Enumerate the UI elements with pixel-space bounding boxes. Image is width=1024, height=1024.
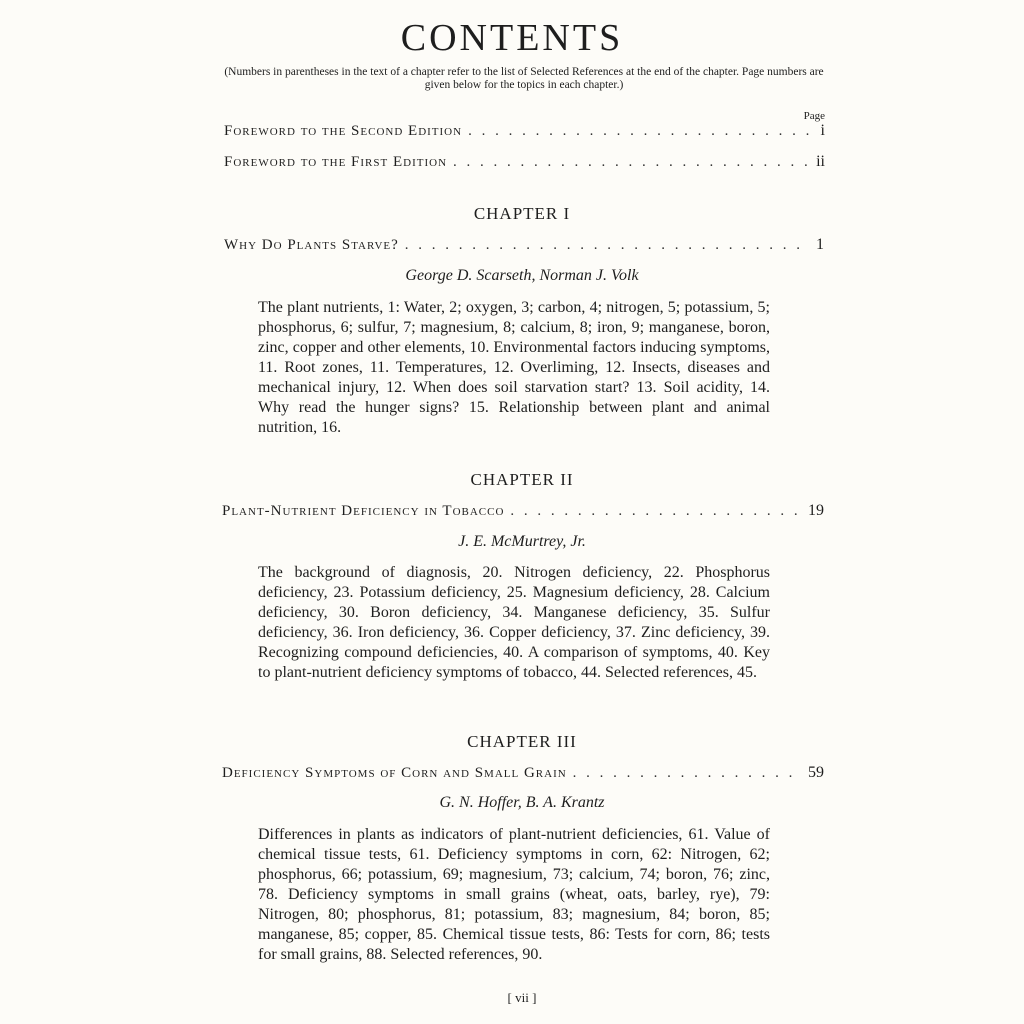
chapter-3-summary: Differences in plants as indicators of plant-nutrient deficiencies, 61. Value of chemical tissue tests, 61. Deficiency symptoms in corn, 62: Nitrogen, 62; phosphorus, 66; potassium, 69; magnesium, 73; calcium, 74; boron, 76; zinc, 78. Deficiency symptoms in small grains (wheat, oats, barley, rye), 79: Nitrogen, 80; phosphorus, 81; potassium, 83; magnesium, 84; boron, 85; manganese, 85; copper, 85. Chemical tissue tests, 86: Tests for corn, 86; tests for small grains, 88. Selected references, 90. [258,826,770,963]
dot-leader [468,123,814,140]
chapter-1-heading: CHAPTER I [473,204,571,223]
chapter-1-authors: George D. Scarseth, Norman J. Volk [405,267,639,284]
foreword-second-edition-entry [224,122,825,144]
entry-title: Plant-Nutrient Deficiency in Tobacco [222,503,505,519]
entry-title: Why Do Plants Starve? [224,237,399,253]
contents-note: (Numbers in parentheses in the text of a chapter refer to the list of Selected References at the end of the chapter. Page numbers are given below for the topics in each chapter.) [224,66,824,91]
chapter-3-authors: G. N. Hoffer, B. A. Krantz [439,794,605,811]
entry-page-number: ii [816,153,825,170]
entry-page-number: i [820,122,825,139]
page-title: CONTENTS [400,17,624,59]
entry-page-number: 59 [808,764,824,781]
dot-leader [573,765,802,782]
page-folio: [ vii ] [507,990,537,1005]
chapter-2-summary: The background of diagnosis, 20. Nitrogen deficiency, 22. Phosphorus deficiency, 23. Potassium deficiency, 25. Magnesium deficiency, 28. Calcium deficiency, 30. Boron deficiency, 34. Manganese deficiency, 35. Sulfur deficiency, 36. Iron deficiency, 36. Copper deficiency, 37. Zinc deficiency, 39. Recognizing compound deficiencies, 40. A comparison of symptoms, 40. Key to plant-nutrient deficiency symptoms of tobacco, 44. Selected references, 45. [258,564,770,681]
entry-title: Foreword to the First Edition [224,154,448,170]
entry-page-number: 1 [816,236,824,253]
foreword-first-edition-entry [224,153,825,175]
chapter-3-heading: CHAPTER III [467,732,577,751]
entry-title: Foreword to the Second Edition [224,123,463,139]
dot-leader [405,237,810,254]
chapter-2-authors: J. E. McMurtrey, Jr. [458,533,586,550]
chapter-2-entry [222,502,824,524]
entry-page-number: 19 [808,502,824,519]
chapter-3-entry [222,764,824,786]
dot-leader [510,503,802,520]
entry-title: Deficiency Symptoms of Corn and Small Grain [222,765,567,781]
chapter-2-heading: CHAPTER II [470,470,574,489]
page-column-label: Page [803,110,825,122]
dot-leader [453,154,810,171]
chapter-1-entry [224,236,824,258]
chapter-1-summary: The plant nutrients, 1: Water, 2; oxygen, 3; carbon, 4; nitrogen, 5; potassium, 5; phosphorus, 6; sulfur, 7; magnesium, 8; calcium, 8; iron, 9; manganese, boron, zinc, copper and other elements, 10. Environmental factors inducing symptoms, 11. Root zones, 11. Temperatures, 12. Overliming, 12. Insects, diseases and mechanical injury, 12. When does soil starvation start? 13. Soil acidity, 14. Why read the hunger signs? 15. Relationship between plant and animal nutrition, 16. [258,299,770,436]
